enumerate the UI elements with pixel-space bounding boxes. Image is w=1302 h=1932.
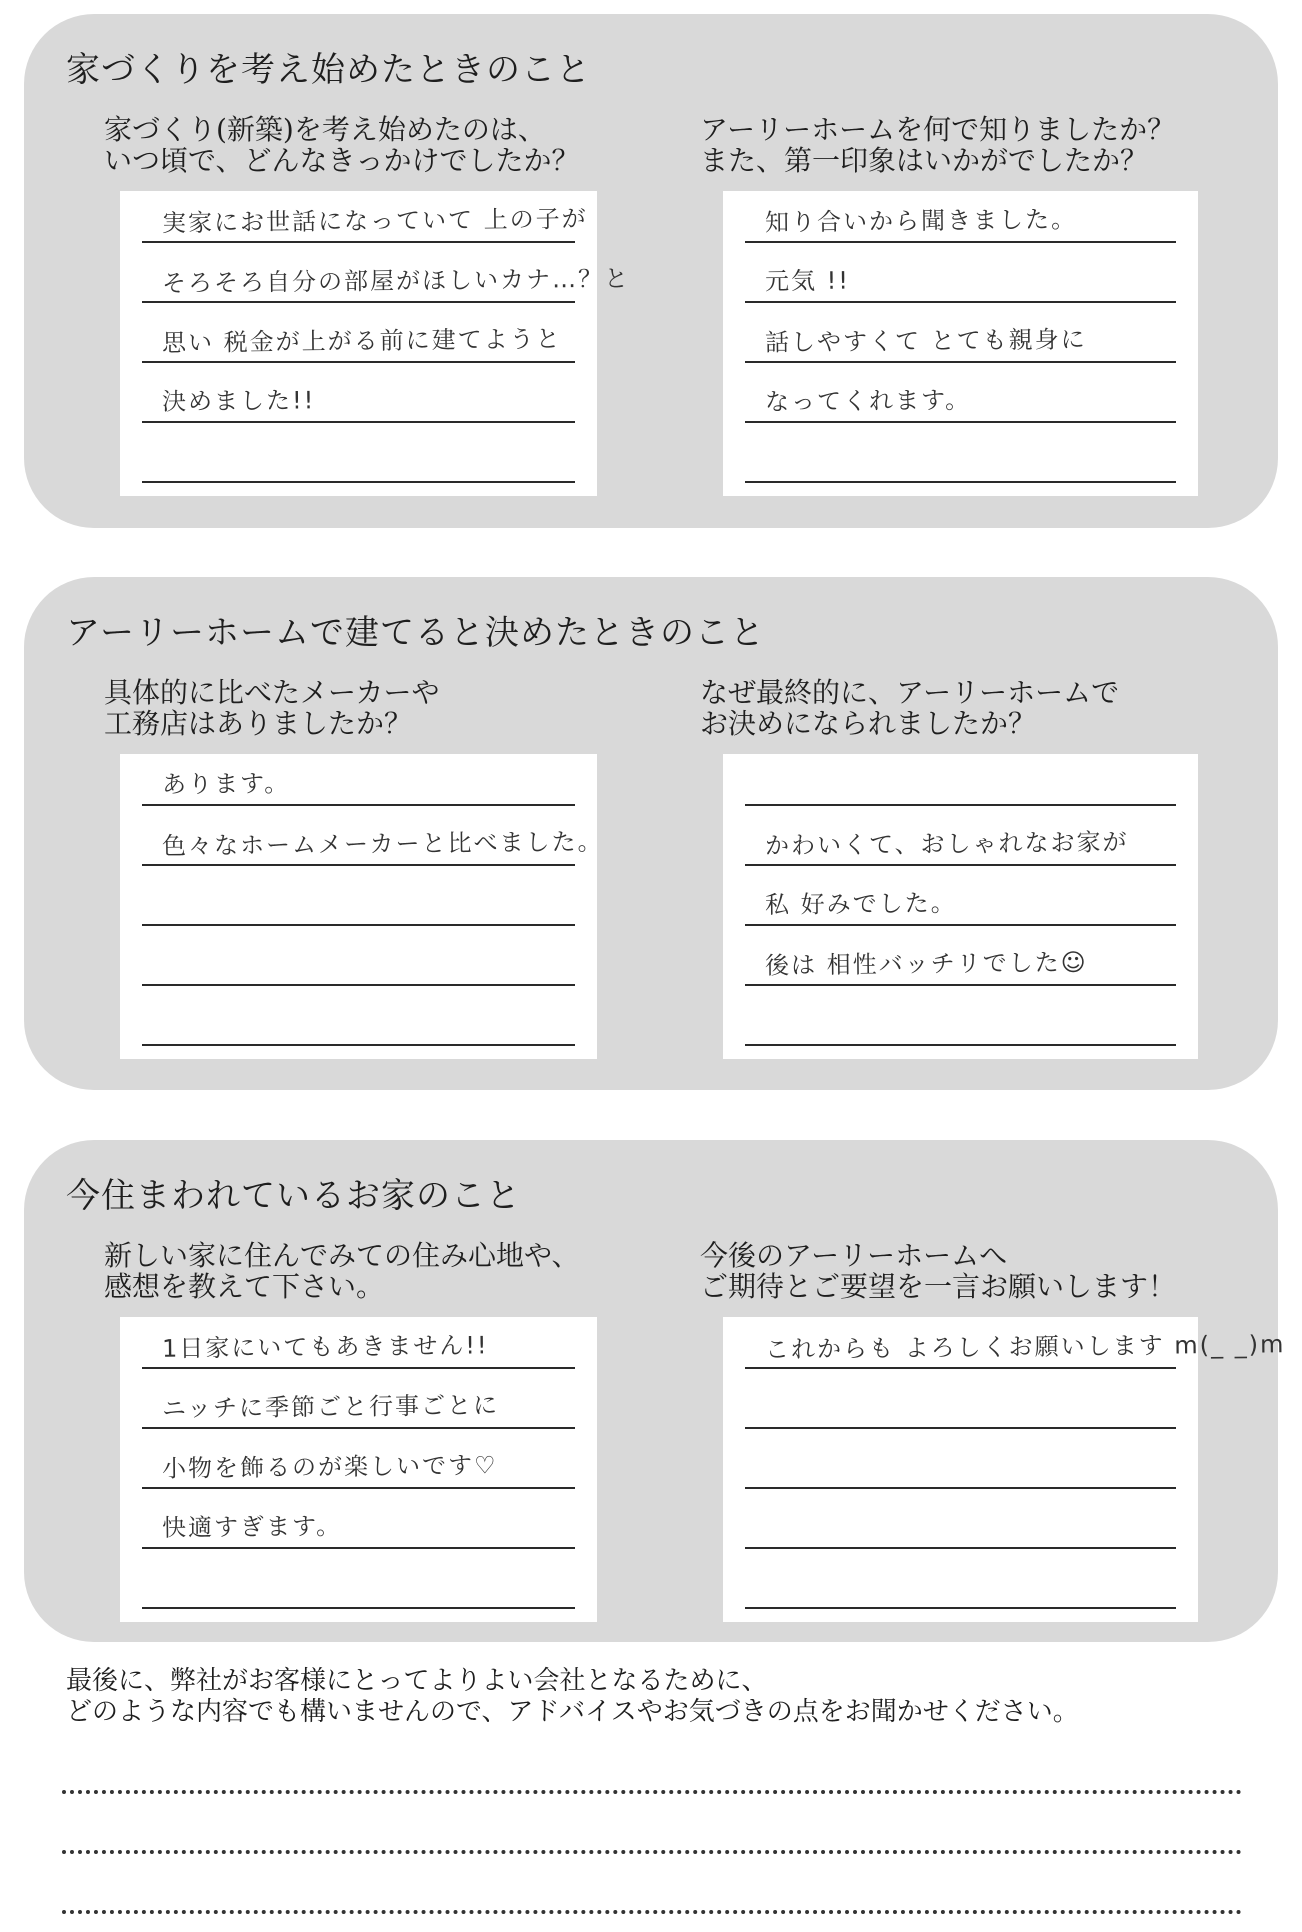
answer-line bbox=[745, 311, 1176, 363]
question-line: アーリーホームを何で知りましたか？ bbox=[700, 113, 1176, 146]
question-line: 感想を教えて下さい。 bbox=[104, 1270, 385, 1303]
question-line: 新しい家に住んでみての住み心地や、 bbox=[104, 1239, 580, 1272]
answer-card-future-request bbox=[723, 1317, 1286, 1622]
answer-line bbox=[142, 311, 575, 363]
answer-text: なってくれます。 bbox=[764, 385, 972, 417]
section-title: 家づくりを考え始めたときのこと bbox=[66, 50, 591, 90]
answer-text: あります。 bbox=[161, 769, 291, 799]
section-decision bbox=[24, 577, 1278, 1090]
dotted-answer-line bbox=[62, 1850, 1242, 1854]
answer-line bbox=[745, 1377, 1176, 1429]
answer-text: そろそろ自分の部屋がほしいカナ…？と bbox=[161, 264, 631, 298]
answer-line bbox=[745, 1437, 1176, 1489]
answer-line bbox=[142, 371, 575, 423]
answer-line bbox=[142, 994, 575, 1046]
answer-line bbox=[142, 191, 588, 243]
answer-line bbox=[745, 874, 1176, 926]
section-title: 今住まわれているお家のこと bbox=[66, 1176, 521, 1216]
answer-line bbox=[142, 431, 575, 483]
answer-line bbox=[745, 251, 1176, 303]
answer-line bbox=[745, 934, 1176, 986]
answer-text: 1日家にいてもあきません!! bbox=[161, 1331, 489, 1363]
question-line: 今後のアーリーホームへ bbox=[700, 1239, 1008, 1272]
answer-card-final-reason bbox=[723, 754, 1198, 1059]
question-line: 具体的に比べたメーカーや bbox=[104, 676, 440, 709]
answer-text: 小物を飾るのが楽しいです♡ bbox=[161, 1451, 498, 1483]
section-house-planning bbox=[24, 14, 1278, 528]
question-compared-makers bbox=[104, 677, 439, 739]
dotted-answer-line bbox=[62, 1910, 1242, 1914]
answer-line bbox=[745, 191, 1176, 243]
closing-line: どのような内容でも構いませんので、アドバイスやお気づきの点をお聞かせください。 bbox=[66, 1697, 1079, 1727]
answer-text: ニッチに季節ごと行事ごとに bbox=[161, 1391, 500, 1423]
answer-line bbox=[142, 934, 575, 986]
answer-line bbox=[142, 1557, 575, 1609]
answer-line bbox=[745, 1497, 1176, 1549]
answer-line bbox=[142, 814, 604, 866]
answer-card-compared-makers bbox=[120, 754, 604, 1059]
closing-request bbox=[66, 1666, 1079, 1728]
section-title: アーリーホームで建てると決めたときのこと bbox=[66, 613, 765, 653]
question-line: なぜ最終的に、アーリーホームで bbox=[700, 676, 1120, 709]
answer-text: 元気 !! bbox=[764, 266, 851, 296]
answer-card-living-impression bbox=[120, 1317, 597, 1622]
answer-line bbox=[745, 994, 1176, 1046]
question-line: また、第一印象はいかがでしたか？ bbox=[700, 144, 1149, 177]
dotted-answer-line bbox=[62, 1790, 1242, 1794]
answer-text: 快適すぎます。 bbox=[161, 1512, 343, 1542]
answer-text: 決めました!! bbox=[161, 386, 316, 416]
answer-text: 知り合いから聞きました。 bbox=[764, 205, 1078, 237]
answer-line bbox=[142, 754, 575, 806]
question-line: 家づくり(新築)を考え始めたのは、 bbox=[104, 113, 546, 146]
question-line: お決めになられましたか？ bbox=[700, 707, 1037, 740]
answer-text: 思い 税金が上がる前に建てようと bbox=[161, 324, 562, 358]
answer-line bbox=[745, 371, 1176, 423]
question-line: ご期待とご要望を一言お願いします！ bbox=[700, 1270, 1177, 1303]
question-living-impression bbox=[104, 1240, 579, 1302]
question-final-reason bbox=[700, 677, 1119, 739]
question-line: いつ頃で、どんなきっかけでしたか？ bbox=[104, 144, 580, 177]
answer-card-start-timing bbox=[120, 191, 631, 496]
answer-line bbox=[142, 1497, 575, 1549]
question-line: 工務店はありましたか？ bbox=[104, 707, 413, 740]
answer-text: 話しやすくて とても親身に bbox=[764, 325, 1087, 357]
question-future-request bbox=[700, 1240, 1176, 1302]
answer-line bbox=[745, 431, 1176, 483]
answer-card-how-known bbox=[723, 191, 1198, 496]
answer-line bbox=[142, 1317, 575, 1369]
answer-text: かわいくて、おしゃれなお家が bbox=[764, 828, 1129, 860]
answer-line bbox=[142, 251, 631, 303]
question-how-known bbox=[700, 114, 1175, 176]
answer-line bbox=[142, 1437, 575, 1489]
answer-line bbox=[745, 754, 1176, 806]
answer-text: 実家にお世話になっていて 上の子が bbox=[161, 204, 588, 238]
answer-text: これからも よろしくお願いします m(_ _)m bbox=[764, 1330, 1286, 1364]
answer-line bbox=[142, 1377, 575, 1429]
answer-line bbox=[142, 874, 575, 926]
answer-line bbox=[745, 814, 1176, 866]
answer-text: 私 好みでした。 bbox=[764, 888, 957, 920]
section-current-home bbox=[24, 1140, 1286, 1642]
answer-text: 後は 相性バッチリでした☺ bbox=[764, 948, 1088, 980]
closing-line: 最後に、弊社がお客様にとってよりよい会社となるために、 bbox=[66, 1666, 768, 1696]
answer-line bbox=[745, 1557, 1176, 1609]
question-start-timing bbox=[104, 114, 579, 176]
answer-text: 色々なホームメーカーと比べました。 bbox=[161, 827, 604, 861]
answer-line bbox=[745, 1317, 1286, 1369]
